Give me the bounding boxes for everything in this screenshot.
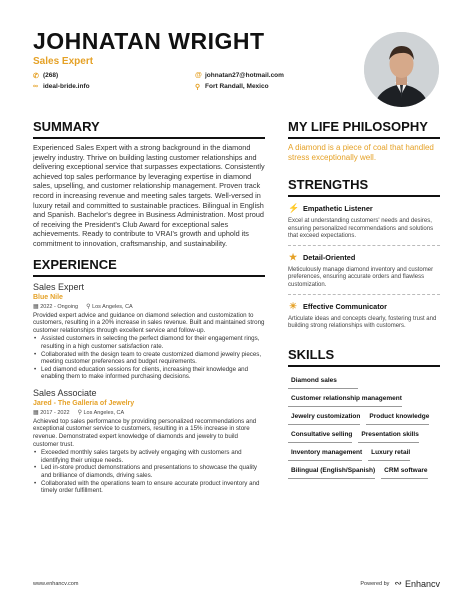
skill-tag: Jewelry customization	[288, 409, 360, 425]
skills-list	[288, 373, 440, 481]
job-bullet: • Exceeded monthly sales targets by actively engaging with customers and identifying their unique needs.	[33, 449, 265, 464]
skill-tag: Bilingual (English/Spanish)	[288, 463, 375, 479]
lightbulb-icon: ☀	[288, 300, 298, 311]
website-contact[interactable]	[33, 83, 195, 90]
summary-heading: SUMMARY	[33, 119, 265, 139]
skill-tag: CRM software	[381, 463, 427, 479]
job-role: Sales Expert	[33, 281, 85, 292]
location-pin-icon: ⚲	[195, 83, 201, 91]
strength-description: Articulate ideas and concepts clearly, fostering trust and building strong relationships with customers.	[288, 315, 437, 330]
job-role: Sales Associate	[33, 387, 97, 398]
calendar-icon: ▦	[33, 409, 39, 416]
job-bullets	[33, 335, 265, 381]
left-column	[33, 119, 265, 495]
experience-heading: EXPERIENCE	[33, 257, 265, 277]
job-meta	[33, 409, 265, 416]
skill-tag: Presentation skills	[358, 427, 418, 443]
skill-tag: Diamond sales	[288, 373, 358, 389]
philosophy-heading: MY LIFE PHILOSOPHY	[288, 119, 440, 139]
job-bullet: • Collaborated with the operations team to ensure accurate product inventory and timely order fulfillment.	[33, 480, 265, 495]
phone-icon: ✆	[33, 72, 39, 80]
powered-by-label: Powered by	[360, 580, 390, 587]
phone-contact	[33, 72, 195, 80]
phone-text: (268)	[43, 72, 59, 79]
job-description: Achieved top sales performance by providing personalized recommendations and exceptional customer service to customers, resulting in a 15% increase in store revenue. Demonstrated expert knowledge of diamonds and jewelry to build customer trust.	[33, 417, 257, 448]
skill-tag: Luxury retail	[368, 445, 410, 461]
location-text: Fort Randall, Mexico	[205, 83, 269, 90]
skill-tag: Customer relationship management	[288, 391, 402, 407]
job-location: Los Angeles, CA	[83, 409, 125, 416]
strength-name: Detail-Oriented	[303, 252, 356, 262]
job-entry	[33, 282, 265, 381]
strength-item	[288, 203, 440, 246]
email-contact[interactable]	[195, 72, 284, 79]
skill-tag: Product knowledge	[366, 409, 429, 425]
calendar-icon: ▦	[33, 303, 39, 310]
person-portrait-icon	[364, 32, 439, 107]
right-column	[288, 119, 440, 481]
job-dates: 2017 - 2022	[40, 409, 70, 416]
job-company: Blue Nile	[33, 293, 63, 301]
location-pin-icon: ⚲	[77, 409, 82, 416]
brand-name: Enhancv	[404, 578, 440, 589]
location-pin-icon: ⚲	[86, 303, 91, 310]
brand-logo[interactable]	[394, 578, 440, 589]
job-meta	[33, 303, 265, 310]
job-bullet: • Assisted customers in selecting the perfect diamond for their engagement rings, resulting in a high customer satisfaction rate.	[33, 335, 265, 350]
lightning-icon: ⚡	[288, 203, 300, 213]
link-icon: ∞	[33, 83, 38, 90]
strength-name: Effective Communicator	[303, 301, 387, 311]
skill-tag: Consultative selling	[288, 427, 352, 443]
summary-text: Experienced Sales Expert with a strong background in the diamond jewelry industry. Thrive on building lasting customer relationships and delivering exceptional service that surpasses expectations. Consistently achieved top sales performance by leveraging expertise in diamond sales, upselling, and customer relationship management. Proven track record in increasing revenue and meeting sales targets. Well-versed in luxury retail and committed to sustainable practices. Bilingual in English and Spanish. Bachelor's degree in Business Administration. Most proud of receiving the President's Club Award for exceptional sales achievements. Ready to contribute to VRAI's growth and uphold its commitment to innovation, craftsmanship, and sustainability.	[33, 143, 265, 248]
candidate-title: Sales Expert	[33, 56, 94, 67]
candidate-name: JOHNATAN WRIGHT	[33, 28, 265, 54]
job-entry	[33, 388, 265, 495]
philosophy-quote: A diamond is a piece of coal that handled stress exceptionally well.	[288, 143, 434, 162]
resume-header	[33, 28, 363, 67]
job-company: Jared - The Galleria of Jewelry	[33, 399, 135, 407]
strength-item	[288, 252, 440, 295]
job-bullet: • Led in-store product demonstrations and presentations to showcase the quality and brilliance of diamonds, driving sales.	[33, 464, 265, 479]
powered-by	[360, 578, 440, 589]
at-icon: @	[195, 72, 202, 79]
strength-description: Meticulously manage diamond inventory and customer preferences, ensuring accurate orders and flawless customization.	[288, 267, 440, 295]
job-bullets	[33, 449, 265, 495]
skill-tag: Inventory management	[288, 445, 362, 461]
footer-site-link[interactable]: www.enhancv.com	[33, 580, 79, 587]
strength-name: Empathetic Listener	[303, 204, 373, 213]
website-text[interactable]: ideal-bride.info	[43, 83, 90, 90]
page-footer	[33, 578, 440, 589]
email-text[interactable]: johnatan27@hotmail.com	[205, 72, 284, 79]
contact-info	[33, 70, 363, 92]
job-dates: 2022 - Ongoing	[40, 303, 79, 310]
strength-description: Excel at understanding customers' needs and desires, ensuring personalized recommendations and solutions that exceed expectations.	[288, 218, 440, 246]
profile-photo	[364, 32, 439, 107]
job-bullet: • Led diamond education sessions for clients, increasing their knowledge and enabling them to make informed purchasing decisions.	[33, 366, 265, 381]
strength-item	[288, 301, 440, 335]
enhancv-logo-icon: ∾	[394, 578, 402, 588]
strengths-heading: STRENGTHS	[288, 177, 440, 197]
location-contact	[195, 83, 269, 91]
job-description: Provided expert advice and guidance on diamond selection and customization to customers, resulting in a 20% increase in sales revenue. Built and maintained strong customer relationships through excellent service and follow-up.	[33, 311, 265, 334]
job-location: Los Angeles, CA	[92, 303, 133, 310]
job-bullet: • Collaborated with the design team to create customized diamond jewelry pieces, meeting customer preferences and budget requirements.	[33, 351, 265, 366]
skills-heading: SKILLS	[288, 347, 440, 367]
star-icon: ★	[288, 251, 298, 262]
